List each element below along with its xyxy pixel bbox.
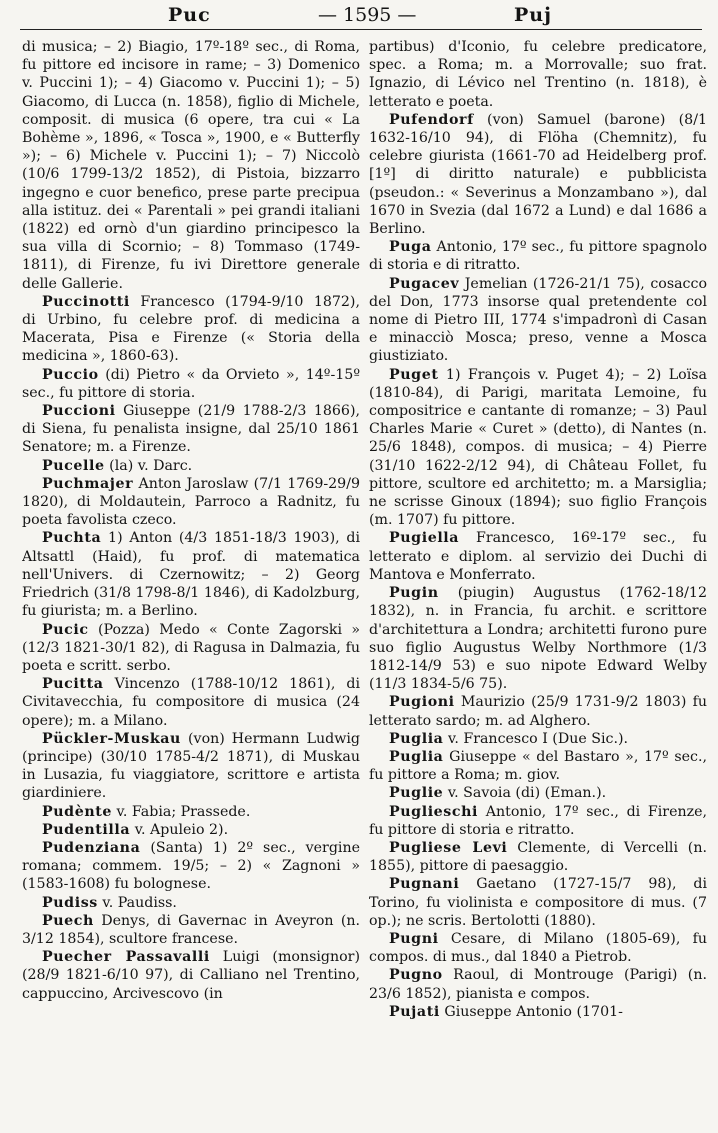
entry-headword: Puchta	[42, 530, 102, 547]
entry-headword: Puccinotti	[42, 293, 130, 310]
entry-headword: Pucelle	[42, 457, 105, 474]
entry-headword: Pugliese Levi	[389, 839, 508, 856]
entry-headword: Puccioni	[42, 403, 116, 420]
entry-text: partibus) d'Iconio, fu celebre predicatore, spec. a Roma; m. a Morrovalle; suo frat. Ignazio, di Lévico nel Trentino (n. 1818), è letterato e poeta.	[369, 39, 707, 110]
entry-headword: Pucitta	[42, 676, 104, 693]
entry-text: (von) Hermann Ludwig (principe) (30/10 1785-4/2 1871), di Muskau in Lusazia, fu viaggiatore, scrittore e artista giardiniere.	[22, 730, 360, 802]
entry-text: Raoul, di Montrouge (Parigi) (n. 23/6 1852), pianista e compos.	[369, 967, 707, 1002]
dictionary-entry	[369, 875, 707, 930]
entry-text: Denys, di Gavernac in Aveyron (n. 3/12 1854), scultore francese.	[22, 912, 360, 947]
dictionary-entry	[369, 1003, 707, 1021]
entry-text: 1) François v. Puget 4); – 2) Loïsa (1810-84), di Parigi, maritata Lemoine, fu compositrice e cantante di romanze; – 3) Paul Charles Marie « Curet » (detto), di Nantes (n. 25/6 1848), compos. di musica; – 4) Pierre (31/10 1622-2/12 94), di Château Follet, fu pittore, scultore ed architetto; m. a Marsiglia; ne scrisse Ginoux (1894); suo figlio François (m. 1707) fu pittore.	[369, 366, 707, 529]
dictionary-entry	[369, 275, 707, 366]
entry-headword: Pugnani	[389, 876, 460, 893]
entry-headword: Pufendorf	[389, 111, 474, 128]
dictionary-entry	[22, 475, 360, 530]
entry-text: Vincenzo (1788-10/12 1861), di Civitavecchia, fu compositore di musica (24 opere); m. a Milano.	[22, 676, 360, 729]
entry-headword: Puget	[389, 366, 439, 383]
entry-headword: Pugiella	[389, 530, 460, 547]
dictionary-entry	[22, 839, 360, 894]
entry-headword: Puglie	[389, 785, 444, 802]
entry-headword: Puglia	[389, 748, 444, 765]
dictionary-entry	[22, 912, 360, 948]
dictionary-entry	[369, 839, 707, 875]
entry-headword: Pudiss	[42, 894, 98, 911]
entry-text: (Pozza) Medo « Conte Zagorski » (12/3 1821-30/1 82), di Ragusa in Dalmazia, fu poeta e scritt. serbo.	[22, 621, 360, 674]
entry-text: Maurizio (25/9 1731-9/2 1803) fu letterato sardo; m. ad Alghero.	[369, 694, 707, 729]
dictionary-entry	[369, 748, 707, 784]
dictionary-entry	[22, 457, 360, 475]
dictionary-entry	[369, 366, 707, 530]
entry-text: (la) v. Darc.	[109, 457, 193, 474]
dictionary-entry	[22, 948, 360, 1003]
dictionary-entry	[369, 966, 707, 1002]
entry-text: (piugin) Augustus (1762-18/12 1832), n. in Francia, fu archit. e scrittore d'architettura a Londra; architetti furono pure suo figlio Augustus Welby Northmore (1/3 1812-14/9 53) e suo nipote Edward Welby (11/3 1834-5/6 75).	[369, 585, 707, 693]
header-right-word: Puj	[514, 4, 552, 26]
entry-text: (Santa) 1) 2º sec., vergine romana; commem. 19/5; – 2) « Zagnoni » (1583-1608) fu bolognese.	[22, 839, 360, 893]
entry-headword: Puchmajer	[42, 475, 134, 492]
entry-text: Giuseppe (21/9 1788-2/3 1866), di Siena, fu penalista insigne, dal 25/10 1861 Senatore; m. a Firenze.	[22, 403, 360, 456]
entry-headword: Puccio	[42, 366, 99, 383]
dictionary-entry	[369, 238, 707, 274]
dictionary-entry	[369, 730, 707, 748]
entry-text: v. Apuleio 2).	[134, 821, 229, 838]
left-column	[22, 38, 360, 1128]
header-left-word: Puc	[168, 4, 211, 26]
entry-headword: Pugin	[389, 585, 439, 602]
right-column	[369, 38, 707, 1128]
entry-text: Antonio, 17º sec., fu pittore spagnolo di storia e di ritratto.	[369, 239, 707, 274]
entry-headword: Puga	[389, 239, 432, 256]
entry-text: v. Francesco I (Due Sic.).	[448, 730, 629, 747]
entry-headword: Puech	[42, 912, 94, 929]
header-rule	[20, 29, 702, 30]
entry-headword: Pucic	[42, 621, 89, 638]
entry-text: Luigi (monsignor) (28/9 1821-6/10 97), di Calliano nel Trentino, cappuccino, Arcivescovo (in	[22, 949, 360, 1002]
dictionary-entry	[369, 693, 707, 729]
entry-text: v. Savoia (di) (Eman.).	[447, 785, 607, 802]
entry-text: Anton Jaroslaw (7/1 1769-29/9 1820), di Moldautein, Parroco a Radnitz, fu poeta favolista czeco.	[22, 475, 360, 529]
dictionary-entry	[369, 584, 707, 693]
entry-headword: Puglieschi	[389, 803, 479, 820]
entry-text: 1) Anton (4/3 1851-18/3 1903), di Altsattl (Haid), fu prof. di matematica nell'Univers. di Czernowitz; – 2) Georg Friedrich (31/8 1798-8/1 1846), di Kadolzburg, fu giurista; m. a Berlino.	[22, 530, 360, 620]
dictionary-entry	[369, 784, 707, 802]
entry-headword: Pugacev	[389, 275, 460, 292]
dictionary-entry	[22, 38, 360, 293]
entry-headword: Pudentilla	[42, 821, 131, 838]
entry-text: Francesco (1794-9/10 1872), di Urbino, fu celebre prof. di medicina a Macerata, Pisa e Firenze (« Storia della medicina », 1860-63).	[22, 293, 360, 365]
dictionary-entry	[369, 111, 707, 238]
entry-headword: Pückler-Muskau	[42, 730, 181, 747]
entry-headword: Pugno	[389, 967, 443, 984]
dictionary-entry	[369, 529, 707, 584]
dictionary-entry	[369, 38, 707, 111]
entry-text: (di) Pietro « da Orvieto », 14º-15º sec., fu pittore di storia.	[22, 366, 360, 401]
dictionary-entry	[22, 366, 360, 402]
entry-text: Francesco, 16º-17º sec., fu letterato e diplom. al servizio dei Duchi di Mantova e Monferrato.	[369, 530, 707, 583]
entry-headword: Pugioni	[389, 694, 455, 711]
entry-headword: Pudenziana	[42, 839, 141, 856]
entry-text: Antonio, 17º sec., di Firenze, fu pittore di storia e ritratto.	[369, 803, 707, 838]
dictionary-entry	[22, 675, 360, 730]
dictionary-entry	[22, 730, 360, 803]
dictionary-entry	[22, 293, 360, 366]
entry-text: Giuseppe Antonio (1701-	[444, 1003, 623, 1020]
entry-headword: Pujati	[389, 1003, 440, 1020]
page-number: — 1595 —	[318, 4, 417, 26]
entry-text: Gaetano (1727-15/7 98), di Torino, fu violinista e compositore di mus. (7 op.); ne scris. Bertolotti (1880).	[369, 876, 707, 929]
entry-text: v. Paudiss.	[102, 894, 177, 911]
dictionary-entry	[369, 930, 707, 966]
dictionary-entry	[22, 894, 360, 912]
entry-text: Clemente, di Vercelli (n. 1855), pittore di paesaggio.	[369, 839, 707, 875]
dictionary-entry	[22, 529, 360, 620]
dictionary-entry	[22, 821, 360, 839]
entry-text: di musica; – 2) Biagio, 17º-18º sec., di Roma, fu pittore ed incisore in rame; – 3) Domenico v. Puccini 1); – 4) Giacomo v. Puccini 1); – 5) Giacomo, di Lucca (n. 1858), figlio di Michele, composit. di musica (6 opere, tra cui « La Bohème », 1896, « Tosca », 1900, e « Butterfly »); – 6) Michele v. Puccini 1); – 7) Niccolò (10/6 1799-13/2 1852), di Pistoia, bizzarro ingegno e cuor benefico, prese parte precipua alla istituz. dei « Parentali » pei grandi italiani (1822) ed ornò d'un giardino principesco la sua villa di Scornio; – 8) Tommaso (1749-1811), di Firenze, fu ivi Direttore generale delle Gallerie.	[22, 39, 360, 292]
entry-text: (von) Samuel (barone) (8/1 1632-16/10 94), di Flöha (Chemnitz), fu celebre giurista (1661-70 ad Heidelberg prof. [1º] di diritto naturale) e pubblicista (pseudon.: « Severinus a Monzambano »), dal 1670 in Svezia (dal 1672 a Lund) e dal 1686 a Berlino.	[369, 111, 707, 238]
dictionary-entry	[369, 803, 707, 839]
dictionary-entry	[22, 621, 360, 676]
entry-headword: Puecher Passavalli	[42, 949, 210, 966]
dictionary-entry	[22, 803, 360, 821]
dictionary-entry	[22, 402, 360, 457]
entry-headword: Pugni	[389, 930, 439, 947]
entry-headword: Puglia	[389, 730, 444, 747]
entry-text: Cesare, di Milano (1805-69), fu compos. di mus., dal 1840 a Pietrob.	[369, 930, 707, 966]
entry-text: Giuseppe « del Bastaro », 17º sec., fu pittore a Roma; m. giov.	[369, 748, 707, 784]
entry-text: Jemelian (1726-21/1 75), cosacco del Don, 1773 insorse qual pretendente col nome di Pietro III, 1774 s'impadronì di Casan e minacciò Mosca; preso, venne a Mosca giustiziato.	[369, 275, 707, 365]
entry-headword: Pudènte	[42, 803, 113, 820]
entry-text: v. Fabia; Prassede.	[116, 803, 251, 820]
